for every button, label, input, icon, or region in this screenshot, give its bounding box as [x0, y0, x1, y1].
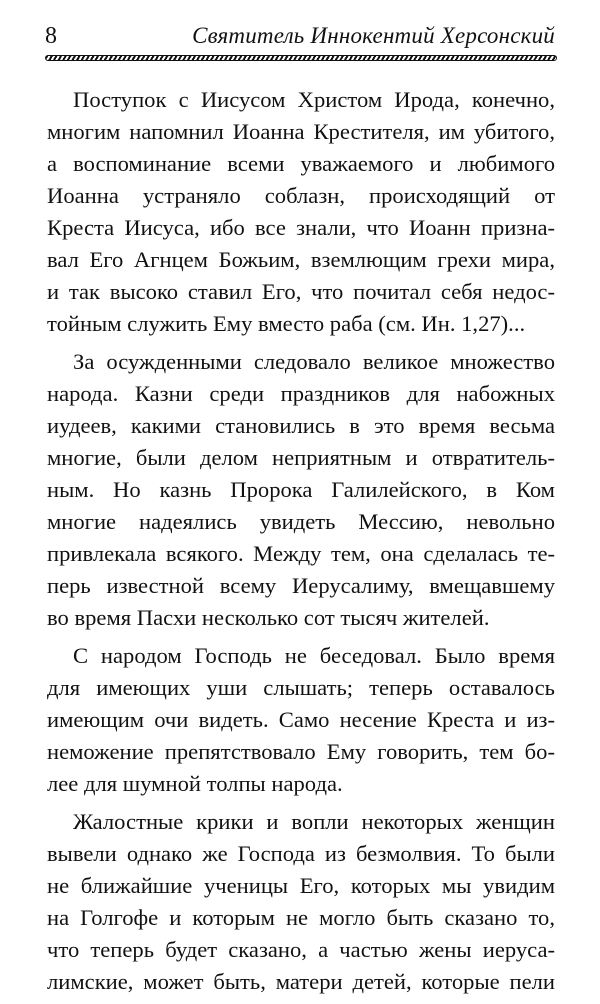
text-line: тойным служить Ему вместо раба (см. Ин. 1,27)... [47, 311, 526, 336]
text-line: Иоанна устраняло соблазн, происходящий от [47, 183, 555, 208]
text-line: перь известной всему Иерусалиму, вмещавшему [47, 573, 555, 598]
text-line: лее для шумной толпы народа. [47, 771, 343, 796]
text-line: народа. Казни среди праздников для набожных [47, 381, 555, 406]
text-line: и так высоко ставил Его, что почитал себя недос- [47, 279, 555, 304]
page-header [45, 22, 555, 50]
text-line: во время Пасхи несколько сот тысяч жителей. [47, 605, 490, 630]
text-line: многие надеялись увидеть Мессию, невольно [47, 509, 555, 534]
text-line: а воспоминание всеми уважаемого и любимого [47, 151, 555, 176]
page-number: 8 [45, 23, 57, 49]
text-line: многим напомнил Иоанна Крестителя, им убитого, [47, 119, 555, 144]
text-line: для имеющих уши слышать; теперь оставалось [47, 675, 555, 700]
text-line: неможение препятствовало Ему говорить, тем бо- [47, 739, 555, 764]
text-line: иудеев, какими становились в это время весьма [47, 413, 555, 438]
text-line: ным. Но казнь Пророка Галилейского, в Ком [47, 477, 555, 502]
text-line: имеющим очи видеть. Само несение Креста и из- [47, 707, 555, 732]
running-title: Святитель Иннокентий Херсонский [192, 23, 555, 48]
body-text [47, 84, 555, 1004]
text-line: многие, были делом неприятным и отвратитель- [47, 445, 555, 470]
text-line: вал Его Агнцем Божьим, вземлющим грехи мира, [47, 247, 555, 272]
text-line: С народом Господь не беседовал. Было время [73, 643, 555, 668]
paragraph [47, 640, 555, 800]
paragraph [47, 84, 555, 340]
decorative-rope-rule [45, 55, 557, 61]
text-line: не ближайшие ученицы Его, которых мы увидим [47, 873, 555, 898]
text-line: привлекала всякого. Между тем, она сделалась те- [47, 541, 555, 566]
text-line: на Голгофе и которым не могло быть сказано то, [47, 905, 555, 930]
text-line: вывели однако же Господа из безмолвия. То были [47, 841, 555, 866]
paragraph [47, 346, 555, 634]
text-line: Жалостные крики и вопли некоторых женщин [73, 809, 555, 834]
paragraph [47, 806, 555, 998]
text-line: что теперь будет сказано, а частью жены иеруса- [47, 937, 555, 962]
text-line: Креста Иисуса, ибо все знали, что Иоанн призна- [47, 215, 555, 240]
text-line: Поступок с Иисусом Христом Ирода, конечно, [73, 87, 555, 112]
text-line: За осужденными следовало великое множество [73, 349, 555, 374]
text-line: лимские, может быть, матери детей, которые пели [47, 969, 555, 994]
